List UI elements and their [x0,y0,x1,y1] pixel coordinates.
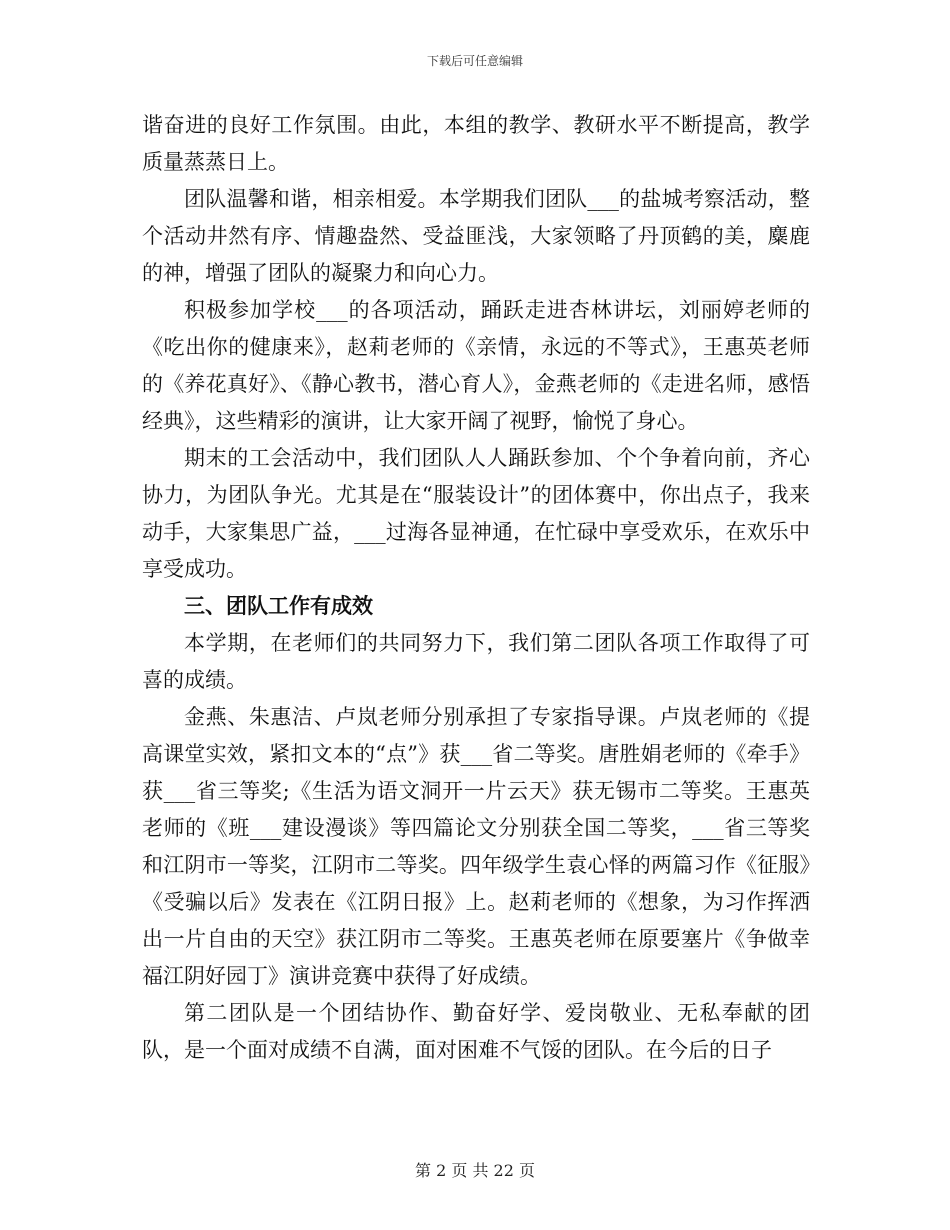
paragraph-team-summary: 第二团队是一个团结协作、勤奋好学、爱岗敬业、无私奉献的团队，是一个面对成绩不自满，面对困难不气馁的团队。在今后的日子 [142,1001,810,1062]
section-heading: 三、团队工作有成效 [184,594,373,618]
paragraph-continuation: 谐奋进的良好工作氛围。由此，本组的教学、教研水平不断提高，教学质量蒸蒸日上。 [142,113,810,174]
page-header: 下载后可任意编辑 [426,54,523,68]
paragraph-school-activities: 积极参加学校___的各项活动，踊跃走进杏林讲坛，刘丽婷老师的《吃出你的健康来》，赵莉老师的《亲情，永远的不等式》，王惠英老师的《养花真好》、《静心教书，潜心育人》，金燕老师的《走进名师，感悟经典》，这些精彩的演讲，让大家开阔了视野，愉悦了身心。 [142,298,810,433]
paragraph-union-activities: 期末的工会活动中，我们团队人人踊跃参加、个个争着向前，齐心协力，为团队争光。尤其是在“服装设计”的团体赛中，你出点子，我来动手，大家集思广益，___过海各显神通，在忙碌中享受欢乐，在欢乐中享受成功。 [142,446,810,581]
page-number: 第 2 页 共 22 页 [415,1161,535,1180]
paragraph-team-harmony: 团队温馨和谐，相亲相爱。本学期我们团队___的盐城考察活动，整个活动井然有序、情趣盎然、受益匪浅，大家领略了丹顶鹤的美，麋鹿的神，增强了团队的凝聚力和向心力。 [142,187,810,285]
paragraph-achievements-intro: 本学期，在老师们的共同努力下，我们第二团队各项工作取得了可喜的成绩。 [142,631,810,692]
paragraph-awards: 金燕、朱惠洁、卢岚老师分别承担了专家指导课。卢岚老师的《提高课堂实效，紧扣文本的“点”》获___省二等奖。唐胜娟老师的《牵手》获___省三等奖;《生活为语文洞开一片云天》获无锡市二等奖。王惠英老师的《班___建设漫谈》等四篇论文分别获全国二等奖，___省三等奖和江阴市一等奖，江阴市二等奖。四年级学生袁心怿的两篇习作《征服》《受骗以后》发表在《江阴日报》上。赵莉老师的《想象，为习作挥洒出一片自由的天空》获江阴市二等奖。王惠英老师在原要塞片《争做幸福江阴好园丁》演讲竞赛中获得了好成绩。 [142,705,810,988]
document-body [142,107,810,1069]
